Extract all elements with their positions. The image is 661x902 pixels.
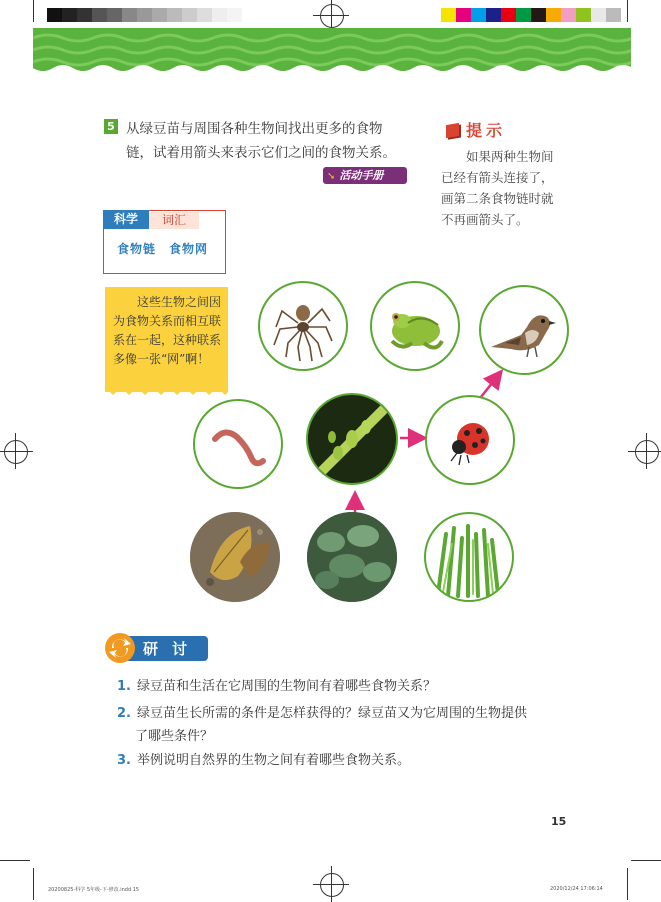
handbook-label: 活动手册: [339, 169, 384, 182]
task-line-1: 从绿豆苗与周围各种生物间找出更多的食物: [126, 121, 383, 137]
spider-icon: [260, 283, 346, 369]
vocabulary-subtag: 词汇: [149, 212, 199, 229]
question-1-number: 1.: [117, 679, 131, 694]
grass-circle: [424, 512, 514, 602]
leaf-litter-circle: [190, 512, 280, 602]
frog-icon: [372, 283, 458, 369]
aphid-circle: [306, 393, 398, 485]
question-3-text: 举例说明自然界的生物之间有着哪些食物关系。: [136, 753, 410, 768]
mung-bean-seedling-icon: [307, 512, 397, 602]
earthworm-icon: [195, 401, 281, 487]
note-text: 这些生物之间因为食物关系而相互联系在一起，这种联系多像一张“网”啊！: [113, 295, 222, 366]
vocabulary-tag: 科学: [103, 210, 149, 229]
question-2-text-a: 绿豆苗生长所需的条件是怎样获得的？绿豆苗又为它周围的生物提供: [136, 706, 527, 721]
question-3-number: 3.: [117, 753, 131, 768]
question-1-text: 绿豆苗和生活在它周围的生物间有着哪些食物关系？: [136, 679, 436, 694]
question-3: [117, 750, 410, 772]
question-2-number: 2.: [117, 706, 131, 721]
pencil-arrow-icon: ➘: [327, 171, 336, 182]
page-number: 15: [551, 815, 567, 828]
task-number: 5: [104, 119, 118, 134]
question-2: [117, 703, 527, 725]
earthworm-circle: [193, 399, 283, 489]
footer-file-info: 20200825-科学 5年级-下-修改.indd 15: [48, 887, 140, 893]
aphid-icon: [308, 395, 396, 483]
frog-circle: [370, 281, 460, 371]
discussion-title: 研讨: [143, 640, 202, 658]
sparrow-icon: [481, 287, 567, 373]
footer-timestamp: 2020/12/24 17:06:14: [550, 886, 603, 892]
ladybug-icon: [427, 397, 513, 483]
tip-text: 如果两种生物间已经有箭头连接了，画第二条食物链时就不再画箭头了。: [441, 149, 554, 227]
sparrow-circle: [479, 285, 569, 375]
question-1: [117, 676, 436, 698]
question-2-continued: 了哪些条件？: [135, 729, 214, 744]
ladybug-circle: [425, 395, 515, 485]
spider-circle: [258, 281, 348, 371]
leaf-litter-icon: [190, 512, 280, 602]
arrow-ladybug-to-sparrow: [481, 373, 500, 397]
discussion-cycle-icon: [104, 632, 136, 664]
grass-icon: [426, 514, 512, 600]
tip-title: 提示: [466, 121, 507, 140]
task-line-2: 链，试着用箭头来表示它们之间的食物关系。: [126, 145, 396, 161]
vocabulary-words: 食物链 食物网: [117, 242, 209, 256]
mung-bean-seedling-circle: [307, 512, 397, 602]
